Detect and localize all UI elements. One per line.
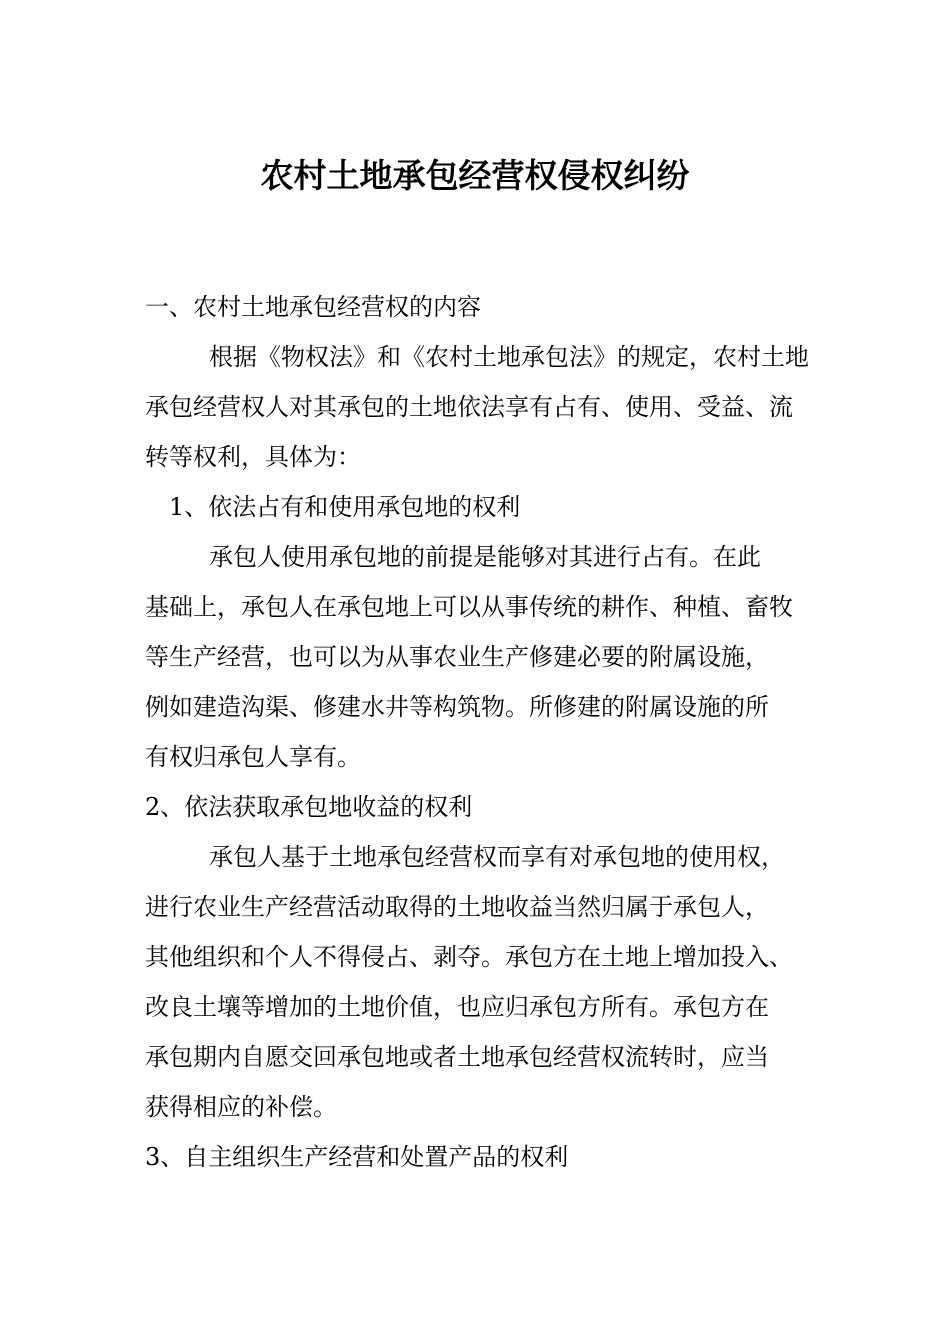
paragraph-line: 承包经营权人对其承包的土地依法享有占有、使用、受益、流: [145, 393, 793, 421]
paragraph-line: 例如建造沟渠、修建水井等构筑物。所修建的附属设施的所: [145, 693, 769, 721]
paragraph-line: 根据《物权法》和《农村土地承包法》的规定，农村土地: [209, 343, 809, 371]
subsection-heading-1: 1、依法占有和使用承包地的权利: [169, 493, 521, 521]
subsection-heading-3: 3、自主组织生产经营和处置产品的权利: [145, 1143, 569, 1171]
paragraph-line: 获得相应的补偿。: [145, 1093, 337, 1121]
paragraph-line: 有权归承包人享有。: [145, 743, 361, 771]
paragraph-line: 承包期内自愿交回承包地或者土地承包经营权流转时，应当: [145, 1043, 769, 1071]
paragraph-line: 转等权利，具体为：: [145, 443, 361, 471]
paragraph-line: 改良土壤等增加的土地价值，也应归承包方所有。承包方在: [145, 993, 769, 1021]
paragraph-line: 承包人基于土地承包经营权而享有对承包地的使用权，: [209, 843, 785, 871]
subsection-heading-2: 2、依法获取承包地收益的权利: [145, 793, 473, 821]
paragraph-line: 承包人使用承包地的前提是能够对其进行占有。在此: [209, 543, 761, 571]
paragraph-line: 基础上，承包人在承包地上可以从事传统的耕作、种植、畜牧: [145, 593, 793, 621]
paragraph-line: 等生产经营，也可以为从事农业生产修建必要的附属设施，: [145, 643, 769, 671]
paragraph-line: 进行农业生产经营活动取得的土地收益当然归属于承包人，: [145, 893, 769, 921]
document-title: 农村土地承包经营权侵权纠纷: [260, 156, 690, 195]
section-heading-1: 一、农村土地承包经营权的内容: [145, 293, 481, 321]
paragraph-line: 其他组织和个人不得侵占、剥夺。承包方在土地上增加投入、: [145, 943, 793, 971]
